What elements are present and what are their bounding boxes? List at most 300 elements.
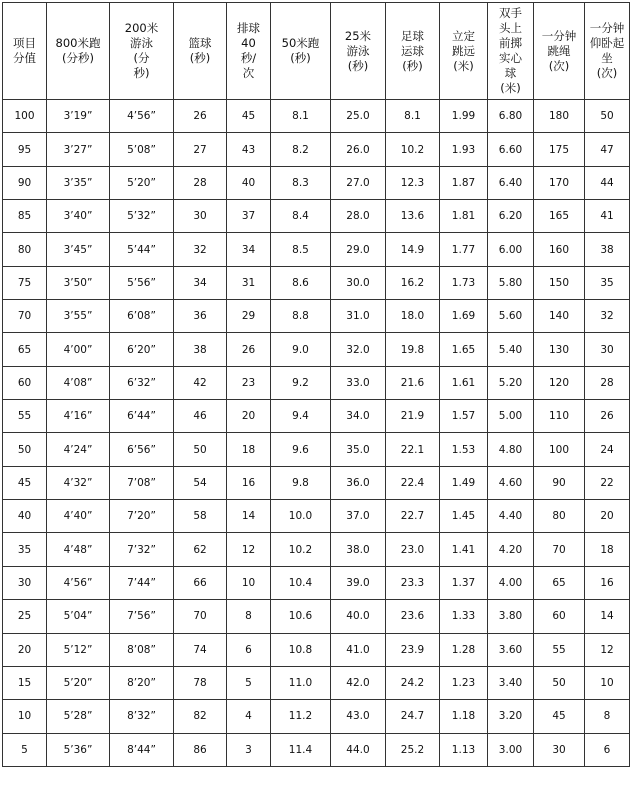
score-cell: 60 (3, 366, 47, 399)
value-cell: 5.00 (488, 400, 534, 433)
value-cell: 8.6 (271, 266, 331, 299)
header-line: (分秒) (62, 51, 94, 65)
value-cell: 7’56” (110, 600, 174, 633)
value-cell: 66 (174, 566, 227, 599)
value-cell: 14 (227, 500, 271, 533)
value-cell: 1.53 (440, 433, 488, 466)
value-cell: 5’12” (47, 633, 110, 666)
value-cell: 25.0 (331, 100, 386, 133)
value-cell: 1.23 (440, 666, 488, 699)
value-cell: 3.60 (488, 633, 534, 666)
column-header (534, 3, 585, 100)
value-cell: 9.0 (271, 333, 331, 366)
value-cell: 8.3 (271, 166, 331, 199)
value-cell: 8’32” (110, 700, 174, 733)
value-cell: 38 (585, 233, 630, 266)
value-cell: 29.0 (331, 233, 386, 266)
value-cell: 24.2 (386, 666, 440, 699)
table-row (3, 733, 630, 766)
value-cell: 44.0 (331, 733, 386, 766)
value-cell: 1.18 (440, 700, 488, 733)
value-cell: 37.0 (331, 500, 386, 533)
score-cell: 40 (3, 500, 47, 533)
header-line: 一分钟 (589, 21, 625, 35)
value-cell: 18 (585, 533, 630, 566)
value-cell: 27 (174, 133, 227, 166)
header-line: 一分钟 (541, 28, 577, 43)
value-cell: 110 (534, 400, 585, 433)
value-cell: 5 (227, 666, 271, 699)
header-line: (分 (133, 51, 150, 65)
value-cell: 30 (585, 333, 630, 366)
value-cell: 10 (585, 666, 630, 699)
value-cell: 74 (174, 633, 227, 666)
value-cell: 1.81 (440, 200, 488, 233)
value-cell: 6’44” (110, 400, 174, 433)
score-cell: 90 (3, 166, 47, 199)
header-line: 秒/ (240, 51, 257, 65)
value-cell: 4’48” (47, 533, 110, 566)
score-cell: 50 (3, 433, 47, 466)
value-cell: 22 (585, 466, 630, 499)
value-cell: 28.0 (331, 200, 386, 233)
value-cell: 3’45” (47, 233, 110, 266)
value-cell: 9.4 (271, 400, 331, 433)
column-header (585, 3, 630, 100)
value-cell: 47 (585, 133, 630, 166)
table-row (3, 133, 630, 166)
value-cell: 34 (227, 233, 271, 266)
value-cell: 1.45 (440, 500, 488, 533)
value-cell: 38.0 (331, 533, 386, 566)
value-cell: 26 (174, 100, 227, 133)
value-cell: 10.2 (271, 533, 331, 566)
value-cell: 32.0 (331, 333, 386, 366)
value-cell: 5’20” (47, 666, 110, 699)
value-cell: 5.80 (488, 266, 534, 299)
value-cell: 165 (534, 200, 585, 233)
value-cell: 23.3 (386, 566, 440, 599)
value-cell: 120 (534, 366, 585, 399)
value-cell: 20 (585, 500, 630, 533)
table-row (3, 366, 630, 399)
value-cell: 42.0 (331, 666, 386, 699)
header-line: 40 (241, 36, 256, 50)
header-line: 仰卧起 (589, 36, 625, 50)
table-row (3, 466, 630, 499)
value-cell: 23.0 (386, 533, 440, 566)
header-row (3, 3, 630, 100)
value-cell: 65 (534, 566, 585, 599)
table-row (3, 266, 630, 299)
score-cell: 75 (3, 266, 47, 299)
value-cell: 5’36” (47, 733, 110, 766)
value-cell: 4’56” (110, 100, 174, 133)
value-cell: 8 (227, 600, 271, 633)
value-cell: 170 (534, 166, 585, 199)
value-cell: 140 (534, 300, 585, 333)
value-cell: 36 (174, 300, 227, 333)
value-cell: 12 (585, 633, 630, 666)
value-cell: 23.6 (386, 600, 440, 633)
value-cell: 5’32” (110, 200, 174, 233)
table-row (3, 600, 630, 633)
value-cell: 19.8 (386, 333, 440, 366)
value-cell: 4’00” (47, 333, 110, 366)
header-line: 200米 (124, 21, 159, 35)
value-cell: 1.77 (440, 233, 488, 266)
table-row (3, 500, 630, 533)
value-cell: 6 (227, 633, 271, 666)
score-cell: 5 (3, 733, 47, 766)
value-cell: 70 (534, 533, 585, 566)
value-cell: 130 (534, 333, 585, 366)
column-header (174, 3, 227, 100)
value-cell: 6.60 (488, 133, 534, 166)
table-row (3, 400, 630, 433)
header-line: 前掷 (499, 36, 522, 50)
value-cell: 8.8 (271, 300, 331, 333)
table-row (3, 666, 630, 699)
value-cell: 46 (174, 400, 227, 433)
header-line: (秒) (402, 58, 423, 73)
header-line: (次) (548, 58, 570, 73)
value-cell: 10.4 (271, 566, 331, 599)
column-header (227, 3, 271, 100)
value-cell: 70 (174, 600, 227, 633)
value-cell: 30.0 (331, 266, 386, 299)
value-cell: 78 (174, 666, 227, 699)
value-cell: 86 (174, 733, 227, 766)
value-cell: 6.20 (488, 200, 534, 233)
value-cell: 90 (534, 466, 585, 499)
header-line: 坐 (601, 51, 613, 65)
value-cell: 11.2 (271, 700, 331, 733)
value-cell: 9.2 (271, 366, 331, 399)
column-header (386, 3, 440, 100)
value-cell: 24 (585, 433, 630, 466)
value-cell: 8’20” (110, 666, 174, 699)
value-cell: 39.0 (331, 566, 386, 599)
table-row (3, 166, 630, 199)
value-cell: 42 (174, 366, 227, 399)
value-cell: 1.57 (440, 400, 488, 433)
value-cell: 1.99 (440, 100, 488, 133)
value-cell: 1.93 (440, 133, 488, 166)
header-line: 50米跑 (281, 36, 320, 50)
value-cell: 3’27” (47, 133, 110, 166)
header-line: 球 (504, 66, 517, 80)
column-header (271, 3, 331, 100)
value-cell: 5.20 (488, 366, 534, 399)
header-line: (次) (596, 66, 618, 80)
value-cell: 26.0 (331, 133, 386, 166)
table-row (3, 566, 630, 599)
value-cell: 3’35” (47, 166, 110, 199)
header-line: 800米跑 (55, 36, 101, 50)
value-cell: 8.1 (271, 100, 331, 133)
value-cell: 180 (534, 100, 585, 133)
table-row (3, 700, 630, 733)
value-cell: 33.0 (331, 366, 386, 399)
score-cell: 95 (3, 133, 47, 166)
value-cell: 8’44” (110, 733, 174, 766)
value-cell: 5’08” (110, 133, 174, 166)
value-cell: 1.65 (440, 333, 488, 366)
value-cell: 43.0 (331, 700, 386, 733)
score-cell: 100 (3, 100, 47, 133)
value-cell: 1.13 (440, 733, 488, 766)
score-cell: 35 (3, 533, 47, 566)
table-row (3, 200, 630, 233)
value-cell: 23.9 (386, 633, 440, 666)
value-cell: 18.0 (386, 300, 440, 333)
value-cell: 25.2 (386, 733, 440, 766)
value-cell: 38 (174, 333, 227, 366)
value-cell: 12 (227, 533, 271, 566)
value-cell: 3’40” (47, 200, 110, 233)
value-cell: 6.40 (488, 166, 534, 199)
value-cell: 50 (585, 100, 630, 133)
value-cell: 41 (585, 200, 630, 233)
header-line: (秒) (347, 58, 369, 73)
value-cell: 58 (174, 500, 227, 533)
score-table (2, 2, 630, 767)
table-header (3, 3, 630, 100)
value-cell: 8.2 (271, 133, 331, 166)
value-cell: 16.2 (386, 266, 440, 299)
table-row (3, 233, 630, 266)
header-line: 足球 (401, 28, 424, 43)
value-cell: 22.1 (386, 433, 440, 466)
table-row (3, 533, 630, 566)
value-cell: 7’08” (110, 466, 174, 499)
value-cell: 34 (174, 266, 227, 299)
value-cell: 24.7 (386, 700, 440, 733)
score-cell: 65 (3, 333, 47, 366)
value-cell: 16 (585, 566, 630, 599)
value-cell: 41.0 (331, 633, 386, 666)
value-cell: 8.5 (271, 233, 331, 266)
value-cell: 10.6 (271, 600, 331, 633)
value-cell: 1.41 (440, 533, 488, 566)
value-cell: 22.4 (386, 466, 440, 499)
header-line: 立定 (452, 28, 475, 43)
column-header (47, 3, 110, 100)
value-cell: 3.40 (488, 666, 534, 699)
value-cell: 1.37 (440, 566, 488, 599)
score-cell: 85 (3, 200, 47, 233)
table-body (3, 100, 630, 767)
value-cell: 1.87 (440, 166, 488, 199)
table-row (3, 100, 630, 133)
value-cell: 35.0 (331, 433, 386, 466)
value-cell: 5’28” (47, 700, 110, 733)
column-header (488, 3, 534, 100)
score-cell: 55 (3, 400, 47, 433)
value-cell: 10.2 (386, 133, 440, 166)
value-cell: 26 (227, 333, 271, 366)
table-row (3, 333, 630, 366)
value-cell: 4.20 (488, 533, 534, 566)
value-cell: 29 (227, 300, 271, 333)
value-cell: 27.0 (331, 166, 386, 199)
value-cell: 3.20 (488, 700, 534, 733)
header-line: 游泳 (346, 43, 370, 58)
value-cell: 40 (227, 166, 271, 199)
value-cell: 14.9 (386, 233, 440, 266)
value-cell: 21.6 (386, 366, 440, 399)
score-cell: 30 (3, 566, 47, 599)
value-cell: 43 (227, 133, 271, 166)
value-cell: 11.4 (271, 733, 331, 766)
header-line: 头上 (499, 21, 522, 35)
value-cell: 50 (534, 666, 585, 699)
header-line: 分值 (13, 51, 36, 65)
value-cell: 4’16” (47, 400, 110, 433)
value-cell: 22.7 (386, 500, 440, 533)
value-cell: 6’20” (110, 333, 174, 366)
value-cell: 20 (227, 400, 271, 433)
value-cell: 34.0 (331, 400, 386, 433)
header-line: 项目 (13, 36, 36, 50)
value-cell: 3.80 (488, 600, 534, 633)
value-cell: 13.6 (386, 200, 440, 233)
value-cell: 82 (174, 700, 227, 733)
header-line: 次 (242, 66, 255, 80)
value-cell: 4’24” (47, 433, 110, 466)
value-cell: 32 (174, 233, 227, 266)
value-cell: 3 (227, 733, 271, 766)
table-row (3, 300, 630, 333)
value-cell: 160 (534, 233, 585, 266)
value-cell: 150 (534, 266, 585, 299)
value-cell: 60 (534, 600, 585, 633)
value-cell: 28 (585, 366, 630, 399)
value-cell: 80 (534, 500, 585, 533)
value-cell: 18 (227, 433, 271, 466)
value-cell: 9.6 (271, 433, 331, 466)
header-line: 游泳 (130, 36, 153, 50)
value-cell: 7’32” (110, 533, 174, 566)
value-cell: 37 (227, 200, 271, 233)
value-cell: 4’32” (47, 466, 110, 499)
value-cell: 12.3 (386, 166, 440, 199)
value-cell: 54 (174, 466, 227, 499)
value-cell: 55 (534, 633, 585, 666)
header-line: 实心 (499, 51, 522, 65)
value-cell: 8 (585, 700, 630, 733)
value-cell: 5’56” (110, 266, 174, 299)
value-cell: 5’44” (110, 233, 174, 266)
column-header (331, 3, 386, 100)
value-cell: 30 (534, 733, 585, 766)
value-cell: 5.60 (488, 300, 534, 333)
value-cell: 3.00 (488, 733, 534, 766)
value-cell: 175 (534, 133, 585, 166)
value-cell: 1.33 (440, 600, 488, 633)
value-cell: 40.0 (331, 600, 386, 633)
header-line: 运球 (401, 43, 424, 58)
header-line: 排球 (237, 21, 260, 35)
value-cell: 10.0 (271, 500, 331, 533)
value-cell: 10.8 (271, 633, 331, 666)
value-cell: 8.1 (386, 100, 440, 133)
value-cell: 28 (174, 166, 227, 199)
value-cell: 35 (585, 266, 630, 299)
value-cell: 1.61 (440, 366, 488, 399)
value-cell: 16 (227, 466, 271, 499)
value-cell: 4 (227, 700, 271, 733)
value-cell: 31 (227, 266, 271, 299)
value-cell: 30 (174, 200, 227, 233)
value-cell: 50 (174, 433, 227, 466)
value-cell: 14 (585, 600, 630, 633)
header-line: 篮球 (188, 36, 212, 50)
value-cell: 4’56” (47, 566, 110, 599)
score-cell: 70 (3, 300, 47, 333)
value-cell: 21.9 (386, 400, 440, 433)
value-cell: 11.0 (271, 666, 331, 699)
header-line: (米) (453, 58, 474, 73)
score-cell: 45 (3, 466, 47, 499)
score-cell: 25 (3, 600, 47, 633)
header-line: 双手 (499, 6, 522, 20)
score-cell: 80 (3, 233, 47, 266)
value-cell: 45 (534, 700, 585, 733)
value-cell: 3’55” (47, 300, 110, 333)
value-cell: 9.8 (271, 466, 331, 499)
value-cell: 8’08” (110, 633, 174, 666)
header-line: (秒) (290, 51, 311, 65)
value-cell: 6’32” (110, 366, 174, 399)
value-cell: 7’20” (110, 500, 174, 533)
header-line: (秒) (189, 51, 211, 65)
value-cell: 6’08” (110, 300, 174, 333)
value-cell: 6.80 (488, 100, 534, 133)
value-cell: 4.80 (488, 433, 534, 466)
column-header (110, 3, 174, 100)
value-cell: 5’04” (47, 600, 110, 633)
value-cell: 1.73 (440, 266, 488, 299)
header-line: 25米 (344, 28, 372, 43)
value-cell: 7’44” (110, 566, 174, 599)
column-header (440, 3, 488, 100)
corner-header (3, 3, 47, 100)
value-cell: 5.40 (488, 333, 534, 366)
value-cell: 44 (585, 166, 630, 199)
value-cell: 4.00 (488, 566, 534, 599)
value-cell: 10 (227, 566, 271, 599)
table-row (3, 433, 630, 466)
header-line: 秒) (133, 66, 150, 80)
value-cell: 6’56” (110, 433, 174, 466)
value-cell: 6.00 (488, 233, 534, 266)
value-cell: 26 (585, 400, 630, 433)
value-cell: 4’40” (47, 500, 110, 533)
header-line: (米) (500, 81, 521, 95)
value-cell: 62 (174, 533, 227, 566)
value-cell: 3’19” (47, 100, 110, 133)
value-cell: 3’50” (47, 266, 110, 299)
value-cell: 23 (227, 366, 271, 399)
value-cell: 4’08” (47, 366, 110, 399)
score-cell: 10 (3, 700, 47, 733)
value-cell: 36.0 (331, 466, 386, 499)
value-cell: 32 (585, 300, 630, 333)
value-cell: 6 (585, 733, 630, 766)
header-line: 跳远 (452, 43, 475, 58)
